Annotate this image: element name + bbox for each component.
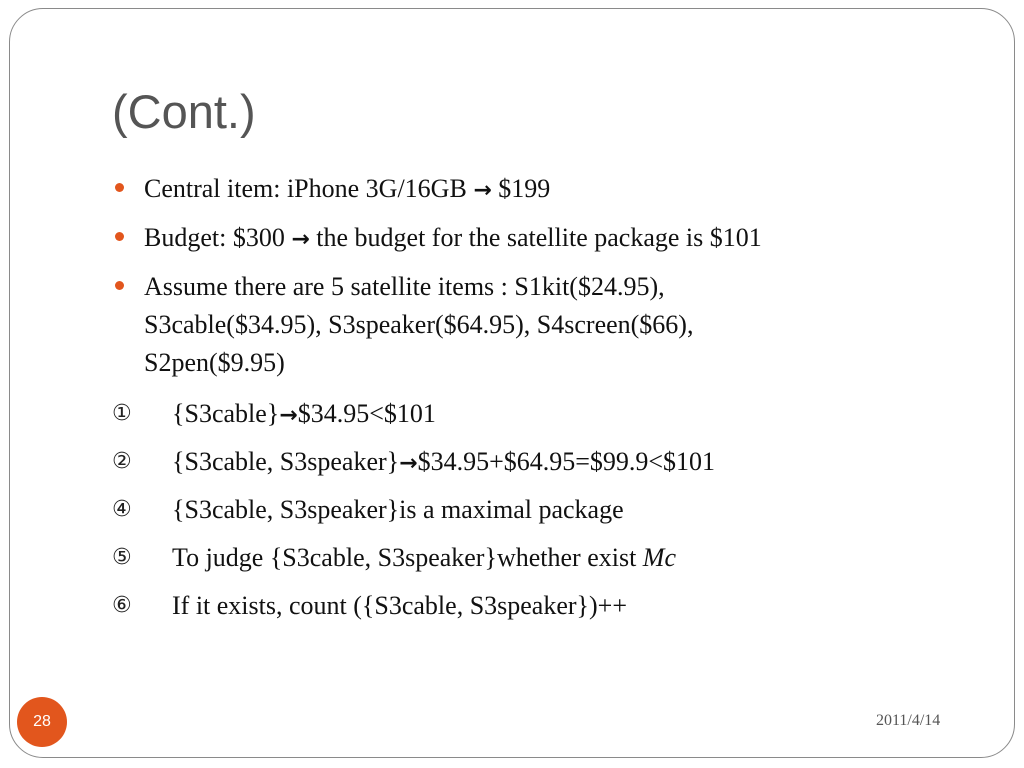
bullet-dot-icon [115, 232, 124, 241]
step-italic-text: Mc [642, 543, 676, 572]
bullet-line: S3cable($34.95), S3speaker($64.95), S4screen($66), [144, 310, 694, 339]
bullet-line: Assume there are 5 satellite items : S1kit($24.95), [144, 272, 665, 301]
bullet-text: Central item: iPhone 3G/16GB [144, 174, 474, 203]
step-text: {S3cable} [172, 399, 280, 428]
step-text: $34.95+$64.95=$99.9<$101 [417, 447, 716, 476]
step-2 [112, 443, 992, 481]
arrow-right-icon: → [473, 178, 492, 203]
step-5 [112, 539, 992, 577]
step-1 [112, 395, 992, 433]
step-text: If it exists, count ({S3cable, S3speaker})++ [172, 591, 628, 620]
step-text: {S3cable, S3speaker} [172, 447, 400, 476]
bullet-satellite-items [112, 268, 992, 382]
step-number: ⑥ [112, 593, 132, 618]
arrow-right-icon: → [291, 227, 310, 252]
bullet-text: the budget for the satellite package is $101 [309, 223, 762, 252]
bullet-central-item [112, 170, 992, 210]
arrow-right-icon: → [279, 403, 298, 428]
arrow-right-icon: → [399, 451, 418, 476]
step-number: ⑤ [112, 545, 132, 570]
step-number: ④ [112, 497, 132, 522]
step-text: {S3cable, S3speaker}is a maximal package [172, 495, 624, 524]
bullet-text: $199 [491, 174, 551, 203]
step-number: ① [112, 401, 132, 426]
step-6 [112, 587, 992, 625]
bullet-dot-icon [115, 183, 124, 192]
slide-date: 2011/4/14 [876, 712, 941, 729]
slide-content [112, 170, 992, 635]
bullet-budget [112, 219, 992, 259]
step-4 [112, 491, 992, 529]
bullet-dot-icon [115, 281, 124, 290]
step-text: $34.95<$101 [297, 399, 436, 428]
bullet-text: Budget: $300 [144, 223, 292, 252]
step-text: To judge {S3cable, S3speaker}whether exist [172, 543, 643, 572]
bullet-line: S2pen($9.95) [144, 348, 285, 377]
slide-title: (Cont.) [112, 85, 256, 138]
step-number: ② [112, 449, 132, 474]
page-number-badge: 28 [17, 697, 67, 747]
